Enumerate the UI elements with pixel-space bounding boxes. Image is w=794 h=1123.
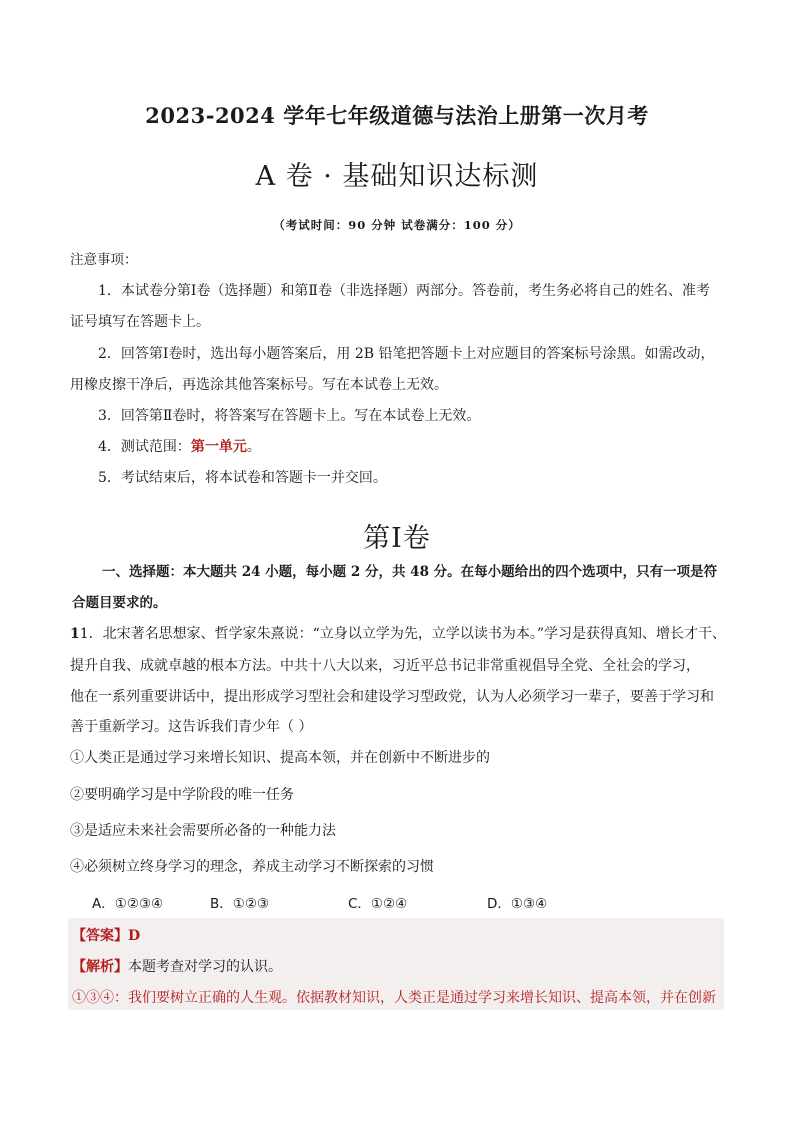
analysis-text: 本题考查对学习的认识。 xyxy=(128,959,282,975)
question-number: 1 xyxy=(70,626,80,642)
question-1-stem-line-4: 善于重新学习。这告诉我们青少年（ ） xyxy=(70,719,313,735)
section-instruction-line-1: 一、选择题：本大题共 24 小题，每小题 2 分，共 48 分。在每小题给出的四个选项中，只有一项是符 xyxy=(102,564,718,580)
analysis-label: 【解析】 xyxy=(72,959,128,975)
note-item-5: 5．考试结束后，将本试卷和答题卡一并交回。 xyxy=(98,470,387,486)
statement-3: ③是适应未来社会需要所必备的一种能力法 xyxy=(70,823,336,839)
exam-time-and-score: （考试时间：90 分钟 试卷满分：100 分） xyxy=(273,218,521,232)
option-d: D．①③④ xyxy=(487,896,548,912)
statement-4: ④必须树立终身学习的理念，养成主动学习不断探索的习惯 xyxy=(70,859,434,875)
option-c: C．①②④ xyxy=(348,896,408,912)
statement-1: ①人类正是通过学习来增长知识、提高本领，并在创新中不断进步的 xyxy=(70,750,490,766)
exam-subtitle: A 卷 · 基础知识达标测 xyxy=(255,161,539,192)
explanation-line: ①③④：我们要树立正确的人生观。依据教材知识，人类正是通过学习来增长知识、提高本领，并在创新 xyxy=(72,990,716,1006)
analysis-row xyxy=(72,956,282,976)
question-1-stem-text: 1．北宋著名思想家、哲学家朱熹说：“立身以立学为先，立学以读书为本。”学习是获得真知、增长才干、 xyxy=(79,626,726,642)
note-item-4-label: 4．测试范围： xyxy=(98,439,191,455)
note-item-1-line-1: 1．本试卷分第Ⅰ卷（选择题）和第Ⅱ卷（非选择题）两部分。答卷前，考生务必将自己的姓名、准考 xyxy=(98,283,710,299)
question-1-stem-line-2: 提升自我、成就卓越的根本方法。中共十八大以来，习近平总书记非常重视倡导全党、全社会的学习， xyxy=(70,658,700,674)
test-scope-value: 第一单元 xyxy=(190,439,247,455)
note-item-4-end: 。 xyxy=(246,439,261,455)
statement-2: ②要明确学习是中学阶段的唯一任务 xyxy=(70,787,294,803)
option-b: B．①②③ xyxy=(210,896,270,912)
note-item-2-line-2: 用橡皮擦干净后，再选涂其他答案标号。写在本试卷上无效。 xyxy=(70,377,448,393)
answer-row xyxy=(72,925,140,945)
notes-heading: 注意事项： xyxy=(70,252,138,268)
answer-label: 【答案】 xyxy=(72,928,128,944)
option-a: A．①②③④ xyxy=(92,896,164,912)
section-instruction-line-2: 合题目要求的。 xyxy=(72,595,167,611)
note-item-1-line-2: 证号填写在答题卡上。 xyxy=(70,314,210,330)
section-title: 第Ⅰ卷 xyxy=(363,523,431,554)
answer-value: D xyxy=(128,928,141,944)
question-1-stem-line-1 xyxy=(70,623,724,643)
exam-title: 2023-2024 学年七年级道德与法治上册第一次月考 xyxy=(145,103,649,128)
note-item-2-line-1: 2．回答第Ⅰ卷时，选出每小题答案后，用 2B 铅笔把答题卡上对应题目的答案标号涂黑。如需改动， xyxy=(98,346,715,362)
question-1-stem-line-3: 他在一系列重要讲话中，提出形成学习型社会和建设学习型政党，认为人必须学习一辈子，要善于学习和 xyxy=(70,689,714,705)
note-item-3: 3．回答第Ⅱ卷时，将答案写在答题卡上。写在本试卷上无效。 xyxy=(98,408,481,424)
note-item-4 xyxy=(98,436,752,456)
